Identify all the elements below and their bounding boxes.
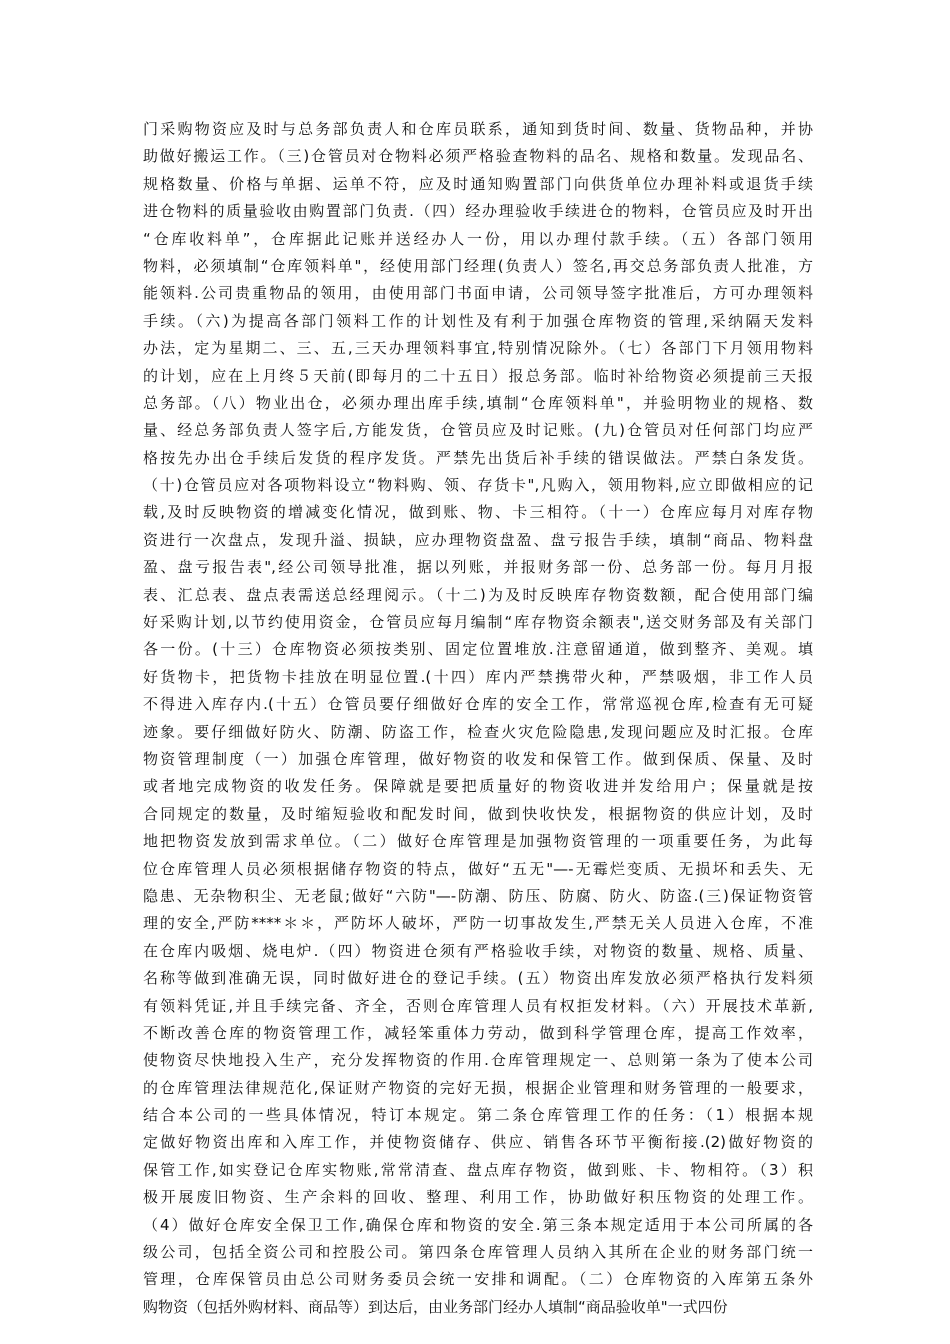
text-line: 物料，必须填制“仓库领料单"，经使用部门经理(负责人）签名,再交总务部负责人批准，方 xyxy=(143,256,813,275)
text-line: 在仓库内吸烟、烧电炉.（四）物资进仓须有严格验收手续，对物资的数量、规格、质量、 xyxy=(143,941,813,960)
text-line: 购物资（包括外购材料、商品等）到达后，由业务部门经办人填制“商品验收单"一式四份 xyxy=(143,1297,728,1316)
text-line: 或者地完成物资的收发任务。保障就是要把质量好的物资收进并发给用户；保量就是按 xyxy=(143,777,813,796)
text-line: 好货物卡，把货物卡挂放在明显位置.(十四）库内严禁携带火种，严禁吸烟，非工作人员 xyxy=(143,667,813,686)
text-line: 助做好搬运工作。（三)仓管员对仓物料必须严格验查物料的品名、规格和数量。发现品名、 xyxy=(143,147,813,166)
text-line: 使物资尽快地投入生产，充分发挥物资的作用.仓库管理规定一、总则第一条为了使本公司 xyxy=(143,1051,813,1070)
text-line: 规格数量、价格与单据、运单不符，应及时通知购置部门向供货单位办理补料或退货手续 xyxy=(143,174,813,193)
text-line: 级公司，包括全资公司和控股公司。第四条仓库管理人员纳入其所在企业的财务部门统一 xyxy=(143,1243,813,1262)
text-line: 理的安全,严防****＊＊，严防坏人破坏，严防一切事故发生,严禁无关人员进入仓库，不准 xyxy=(143,914,813,933)
text-line: 门采购物资应及时与总务部负责人和仓库员联系，通知到货时间、数量、货物品种，并协 xyxy=(143,120,813,138)
text-line: 格按先办出仓手续后发货的程序发货。严禁先出货后补手续的错误做法。严禁白条发货。 xyxy=(143,448,813,467)
text-line: 载,及时反映物资的增减变化情况，做到账、物、卡三相符。（十一）仓库应每月对库存物 xyxy=(143,503,813,522)
text-line: 名称等做到准确无误，同时做好进仓的登记手续。(五）物资出库发放必须严格执行发料须 xyxy=(143,969,813,988)
text-line: 能领料.公司贵重物品的领用，由使用部门书面申请，公司领导签字批准后，方可办理领料 xyxy=(143,284,813,303)
text-line: 隐患、无杂物积尘、无老鼠;做好“六防"—-防潮、防压、防腐、防火、防盗.(三)保证物资管 xyxy=(143,886,813,905)
text-line: 极开展废旧物资、生产余料的回收、整理、利用工作，协助做好积压物资的处理工作。 xyxy=(143,1188,813,1207)
text-line: 总务部。（八）物业出仓，必须办理出库手续,填制“仓库领料单"，并验明物业的规格、数 xyxy=(143,393,813,412)
text-line: 资进行一次盘点，发现升溢、损缺，应办理物资盘盈、盘亏报告手续，填制“商品、物料盘 xyxy=(143,530,813,549)
text-line: 好采购计划,以节约使用资金，仓管员应每月编制“库存物资余额表",送交财务部及有关部门 xyxy=(143,613,813,632)
text-line: 保管工作,如实登记仓库实物账,常常清查、盘点库存物资，做到账、卡、物相符。（3）积 xyxy=(143,1160,813,1179)
text-line: 的计划，应在上月终５天前(即每月的二十五日）报总务部。临时补给物资必须提前三天报 xyxy=(143,366,813,385)
text-line: （4）做好仓库安全保卫工作,确保仓库和物资的安全.第三条本规定适用于本公司所属的各 xyxy=(143,1215,813,1234)
text-line: 手续。（六)为提高各部门领料工作的计划性及有利于加强仓库物资的管理,采纳隔天发料 xyxy=(143,311,813,330)
text-line: 各一份。(十三）仓库物资必须按类别、固定位置堆放.注意留通道，做到整齐、美观。填 xyxy=(143,640,813,659)
text-line: 不断改善仓库的物资管理工作，减轻笨重体力劳动，做到科学管理仓库，提高工作效率， xyxy=(143,1023,813,1042)
text-line: 有领料凭证,并且手续完备、齐全，否则仓库管理人员有权拒发材料。（六）开展技术革新, xyxy=(143,996,813,1015)
text-line: （十)仓管员应对各项物料设立“物料购、领、存货卡",凡购入，领用物料,应立即做相应的记 xyxy=(143,476,813,495)
text-line: 量、经总务部负责人签字后,方能发货，仓管员应及时记账。(九)仓管员对任何部门均应严 xyxy=(143,421,813,440)
body-text xyxy=(143,116,813,1321)
text-line: 办法，定为星期二、三、五,三天办理领料事宜,特别情况除外。（七）各部门下月领用物料 xyxy=(143,339,813,358)
text-line: 管理，仓库保管员由总公司财务委员会统一安排和调配。（二）仓库物资的入库第五条外 xyxy=(143,1270,813,1289)
text-line: 位仓库管理人员必须根据储存物资的特点，做好“五无"—-无霉烂变质、无损坏和丢失、无 xyxy=(143,859,813,878)
text-line: 表、汇总表、盘点表需送总经理阅示。（十二)为及时反映库存物资数额，配合使用部门编 xyxy=(143,585,813,604)
text-line: 合同规定的数量，及时缩短验收和配发时间，做到快收快发，根据物资的供应计划，及时 xyxy=(143,804,813,823)
text-line: 定做好物资出库和入库工作，并使物资储存、供应、销售各环节平衡衔接.(2)做好物资的 xyxy=(143,1133,813,1152)
text-line: 地把物资发放到需求单位。（二）做好仓库管理是加强物资管理的一项重要任务，为此每 xyxy=(143,832,813,851)
text-line: 不得进入库存内.(十五）仓管员要仔细做好仓库的安全工作，常常巡视仓库,检查有无可疑 xyxy=(143,695,813,714)
text-line: 盈、盘亏报告表",经公司领导批准，据以列账，并报财务部一份、总务部一份。每月月报 xyxy=(143,558,813,577)
text-line: 迹象。要仔细做好防火、防潮、防盗工作，检查火灾危险隐患,发现问题应及时汇报。仓库 xyxy=(143,722,813,741)
text-line: 结合本公司的一些具体情况，特订本规定。第二条仓库管理工作的任务：（1）根据本规 xyxy=(143,1106,813,1125)
text-line: 的仓库管理法律规范化,保证财产物资的完好无损，根据企业管理和财务管理的一般要求， xyxy=(143,1078,813,1097)
text-line: 进仓物料的质量验收由购置部门负责.（四）经办理验收手续进仓的物料，仓管员应及时开出 xyxy=(143,202,813,221)
text-line: 物资管理制度（一）加强仓库管理，做好物资的收发和保管工作。做到保质、保量、及时 xyxy=(143,749,813,768)
text-line: “仓库收料单”，仓库据此记账并送经办人一份，用以办理付款手续。（五）各部门领用 xyxy=(143,229,813,248)
